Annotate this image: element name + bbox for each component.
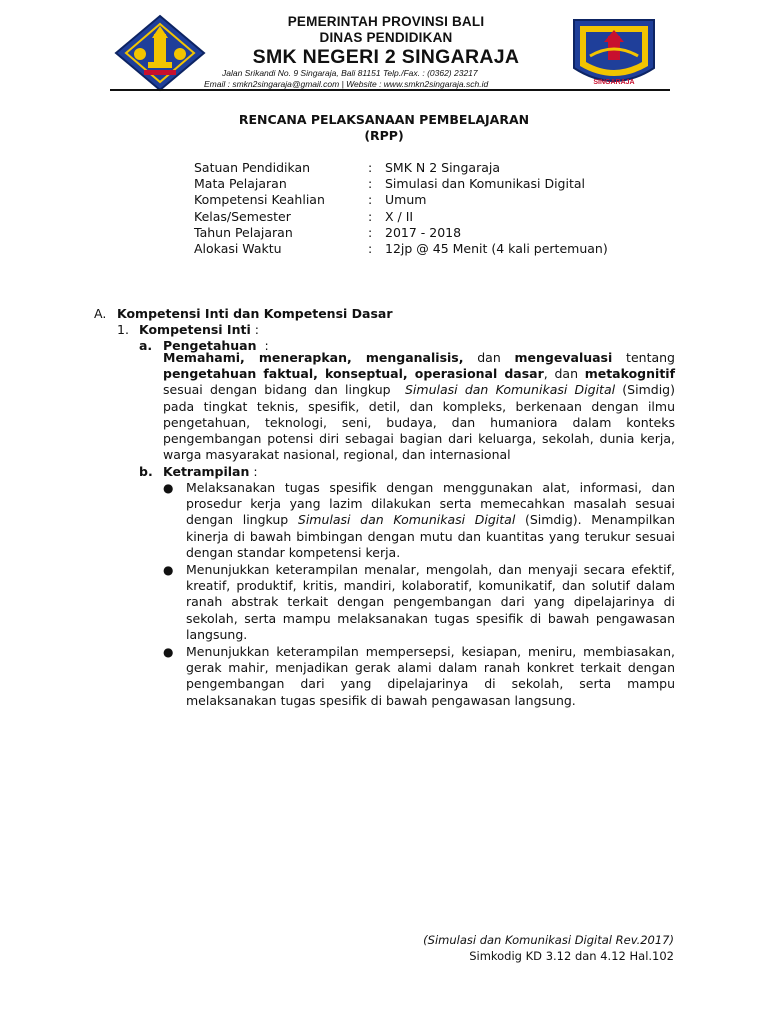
letterhead-divider xyxy=(110,89,670,91)
para-part: pengetahuan faktual, konseptual, operasional dasar xyxy=(163,366,544,382)
school-name: SMK NEGERI 2 SINGARAJA xyxy=(252,46,520,68)
para-part: , dan xyxy=(543,366,585,382)
info-colon: : xyxy=(368,176,373,192)
para-part: sesuai dengan bidang dan lingkup xyxy=(163,366,679,398)
para-part: tentang xyxy=(612,350,675,365)
letterhead xyxy=(110,10,670,92)
info-colon: : xyxy=(368,160,373,175)
item-1-marker: 1. xyxy=(117,322,129,337)
sub-a-marker: a. xyxy=(139,338,153,353)
bali-province-logo-icon xyxy=(114,14,206,92)
para-part: Simulasi dan Komunikasi Digital xyxy=(405,382,616,398)
bullet-text: Melaksanakan tugas spesifik dengan menggunakan alat, informasi, dan prosedur kerja yang lazim dilakukan serta memecahkan masalah sesuai dengan lingkup xyxy=(186,480,675,528)
sub-b-heading-line xyxy=(163,464,258,480)
sub-a-suffix: : xyxy=(256,338,269,353)
bullet-item xyxy=(186,562,675,643)
footer-reference: (Simulasi dan Komunikasi Digital Rev.2017) xyxy=(423,933,674,947)
info-value: 2017 - 2018 xyxy=(385,224,462,240)
bullet-text: Menunjukkan keterampilan menalar, mengolah, dan menyaji secara efektif, kreatif, produktif, kritis, mandiri, kolaboratif, komunikatif, dan solutif dalam ranah abstrak terkait dengan pengembangan dari yang dipelajarinya di sekolah, serta mampu melaksanakan tugas spesifik di bawah pengawasan langsung. xyxy=(186,562,675,642)
bullet-marker: ● xyxy=(163,645,174,659)
info-label: Kompetensi Keahlian xyxy=(194,192,325,208)
para-part: (Simdig) pada tingkat teknis, spesifik, detil, dan kompleks, berkenaan dengan ilmu pengetahuan, teknologi, seni, budaya, dan humaniora dalam konteks pengembangan potensi diri sebagai bagian dari keluarga, sekolah, dunia kerja, warga masyarakat nasional, regional, dan internasional xyxy=(163,382,675,463)
document-subtitle: (RPP) xyxy=(364,128,404,143)
item-1-heading-line xyxy=(139,322,259,338)
bullet-marker: ● xyxy=(163,563,174,577)
bullet-marker: ● xyxy=(163,481,174,495)
info-label: Tahun Pelajaran xyxy=(194,224,293,240)
government-name: PEMERINTAH PROVINSI BALI xyxy=(287,14,485,29)
bullet-text-italic: Simulasi dan Komunikasi Digital xyxy=(297,512,516,528)
info-value: X / II xyxy=(385,208,414,224)
para-part: dan xyxy=(463,350,515,365)
school-logo-caption: SINGARAJA xyxy=(593,79,635,86)
school-address-block xyxy=(204,68,574,90)
info-colon: : xyxy=(368,208,373,224)
info-value: Simulasi dan Komunikasi Digital xyxy=(385,176,585,192)
para-part: metakognitif xyxy=(584,366,676,382)
section-a-marker: A. xyxy=(94,306,107,321)
sub-b-heading: Ketrampilan xyxy=(163,464,250,479)
bullet-text: Menunjukkan keterampilan mempersepsi, kesiapan, meniru, membiasakan, gerak mahir, menjadikan gerak alami dalam ranah konkret terkait dengan pengembangan dari yang dipelajarinya di sekolah, serta mampu melaksanakan tugas spesifik di bawah pengawasan langsung. xyxy=(186,644,675,708)
info-colon: : xyxy=(368,192,373,208)
section-a-heading: Kompetensi Inti dan Kompetensi Dasar xyxy=(117,306,393,321)
bullet-text: (Simdig). Menampilkan kinerja di bawah bimbingan dengan mutu dan kuantitas yang terukur sesuai dengan standar kompetensi kerja. xyxy=(186,512,675,560)
pengetahuan-paragraph xyxy=(163,350,679,463)
letterhead-text xyxy=(206,14,566,68)
department-name: DINAS PENDIDIKAN xyxy=(319,30,453,45)
document-title: RENCANA PELAKSANAAN PEMBELAJARAN xyxy=(238,112,530,127)
school-address: Jalan Srikandi No. 9 Singaraja, Bali 81151 Telp./Fax. : (0362) 23217 xyxy=(222,68,478,78)
bullet-item xyxy=(186,480,675,561)
info-colon: : xyxy=(368,224,373,240)
info-label: Kelas/Semester xyxy=(194,208,291,224)
para-part: mengevaluasi xyxy=(514,350,613,365)
sub-b-marker: b. xyxy=(139,464,153,479)
footer-page-info: Simkodig KD 3.12 dan 4.12 Hal.102 xyxy=(469,949,674,963)
info-label: Satuan Pendidikan xyxy=(194,160,311,175)
item-1-heading: Kompetensi Inti xyxy=(139,322,251,337)
bullet-item xyxy=(186,644,675,709)
info-label: Mata Pelajaran xyxy=(194,176,287,192)
info-value: 12jp @ 45 Menit (4 kali pertemuan) xyxy=(385,240,608,256)
para-part: Memahami, menerapkan, menganalisis, xyxy=(163,350,464,365)
item-1-suffix: : xyxy=(250,322,259,337)
school-contact: Email : smkn2singaraja@gmail.com | Website : www.smkn2singaraja.sch.id xyxy=(204,79,489,89)
info-value: SMK N 2 Singaraja xyxy=(385,160,500,175)
info-label: Alokasi Waktu xyxy=(194,240,282,256)
school-logo-icon xyxy=(566,12,662,94)
info-value: Umum xyxy=(385,192,427,208)
sub-b-suffix: : xyxy=(249,464,258,479)
info-colon: : xyxy=(368,240,373,256)
sub-a-heading: Pengetahuan xyxy=(163,338,257,353)
